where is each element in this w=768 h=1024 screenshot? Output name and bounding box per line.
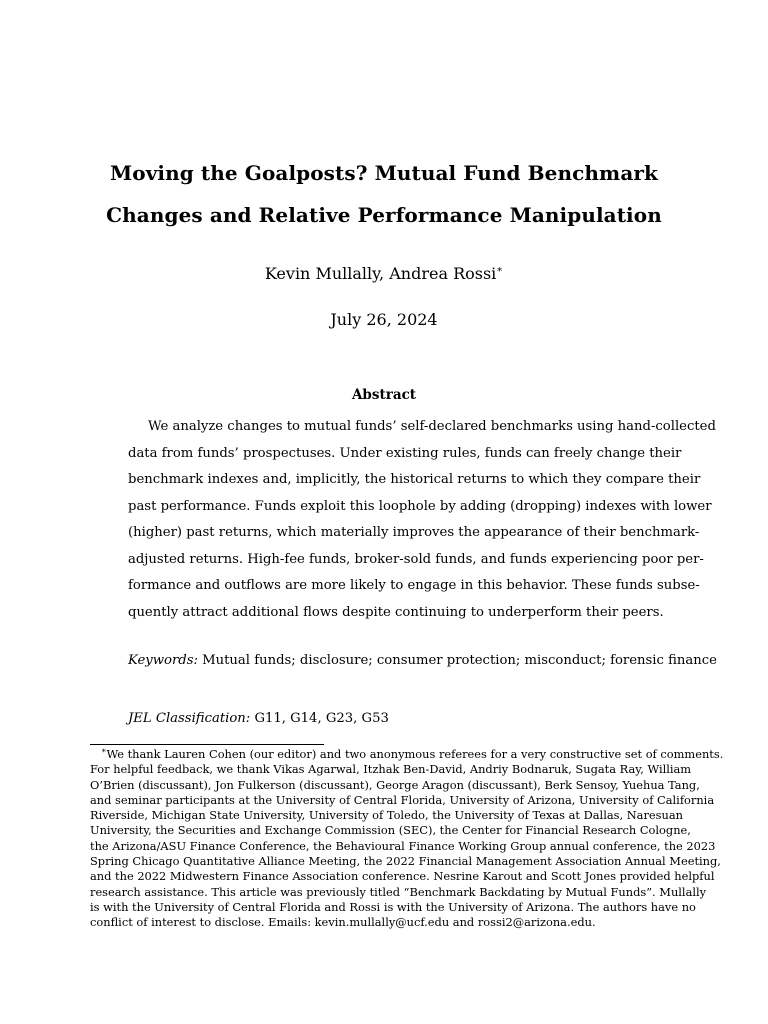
keywords-label: Keywords: <box>128 653 198 668</box>
paper-title <box>60 152 708 236</box>
abstract-line: We analyze changes to mutual funds’ self-declared benchmarks using hand-collected <box>148 419 716 434</box>
footnote-line: research assistance. This article was previously titled “Benchmark Backdating by Mutual Funds”. Mullally <box>90 884 707 899</box>
abstract-line: quently attract additional flows despite continuing to underperform their peers. <box>128 604 664 620</box>
author-list <box>0 262 768 286</box>
title-line-1: Moving the Goalposts? Mutual Fund Benchmark <box>110 161 658 185</box>
author-names: Kevin Mullally, Andrea Rossi <box>264 264 497 283</box>
footnote-line <box>90 746 724 762</box>
abstract-body <box>128 414 716 626</box>
footnote-line-text: We thank Lauren Cohen (our editor) and two anonymous referees for a very constructive set of comments. <box>106 747 724 761</box>
footnote-line: O’Brien (discussant), Jon Fulkerson (discussant), George Aragon (discussant), Berk Sensoy, Yuehua Tang, <box>90 777 700 792</box>
jel-label: JEL Classification: <box>128 711 251 726</box>
paper-date: July 26, 2024 <box>330 310 438 329</box>
jel-codes: G11, G14, G23, G53 <box>254 711 389 726</box>
footnote-line: conflict of interest to disclose. Emails: kevin.mullally@ucf.edu and rossi2@arizona.edu. <box>90 915 596 930</box>
footnote-line: University, the Securities and Exchange Commission (SEC), the Center for Financial Research Cologne, <box>90 823 691 838</box>
footnote-line: For helpful feedback, we thank Vikas Agarwal, Itzhak Ben-David, Andriy Bodnaruk, Sugata Ray, William <box>90 762 692 777</box>
footnote-line: and the 2022 Midwestern Finance Association conference. Nesrine Karout and Scott Jones provided helpful <box>90 869 715 884</box>
footnote-line: Spring Chicago Quantitative Alliance Meeting, the 2022 Financial Management Association Annual Meeting, <box>90 854 721 869</box>
abstract-line: (higher) past returns, which materially improves the appearance of their benchmark- <box>128 525 700 540</box>
abstract-line: benchmark indexes and, implicitly, the historical returns to which they compare their <box>128 472 701 487</box>
footnote <box>90 746 724 931</box>
abstract-line: past performance. Funds exploit this loophole by adding (dropping) indexes with lower <box>128 498 712 514</box>
author-footnote-mark: ∗ <box>496 264 504 276</box>
footnote-line: the Arizona/ASU Finance Conference, the Behavioural Finance Working Group annual conference, the 2023 <box>90 838 716 853</box>
footnote-line: Riverside, Michigan State University, University of Toledo, the University of Texas at Dallas, Naresuan <box>90 808 683 823</box>
keywords <box>128 650 717 672</box>
jel-classification <box>128 708 668 730</box>
title-line-2: Changes and Relative Performance Manipulation <box>106 203 662 227</box>
footnote-line: is with the University of Central Florida and Rossi is with the University of Arizona. The authors have no <box>90 899 696 914</box>
footnote-mark: ∗ <box>101 746 107 756</box>
footnote-divider <box>90 744 324 745</box>
abstract-heading: Abstract <box>351 387 417 403</box>
footnote-line: and seminar participants at the University of Central Florida, University of Arizona, University of California <box>90 792 715 807</box>
abstract-line: data from funds’ prospectuses. Under existing rules, funds can freely change their <box>128 445 682 461</box>
keywords-text: Mutual funds; disclosure; consumer protection; misconduct; forensic finance <box>202 653 717 668</box>
abstract-line: adjusted returns. High-fee funds, broker-sold funds, and funds experiencing poor per- <box>128 551 704 567</box>
abstract-line: formance and outflows are more likely to engage in this behavior. These funds subse- <box>128 578 700 593</box>
